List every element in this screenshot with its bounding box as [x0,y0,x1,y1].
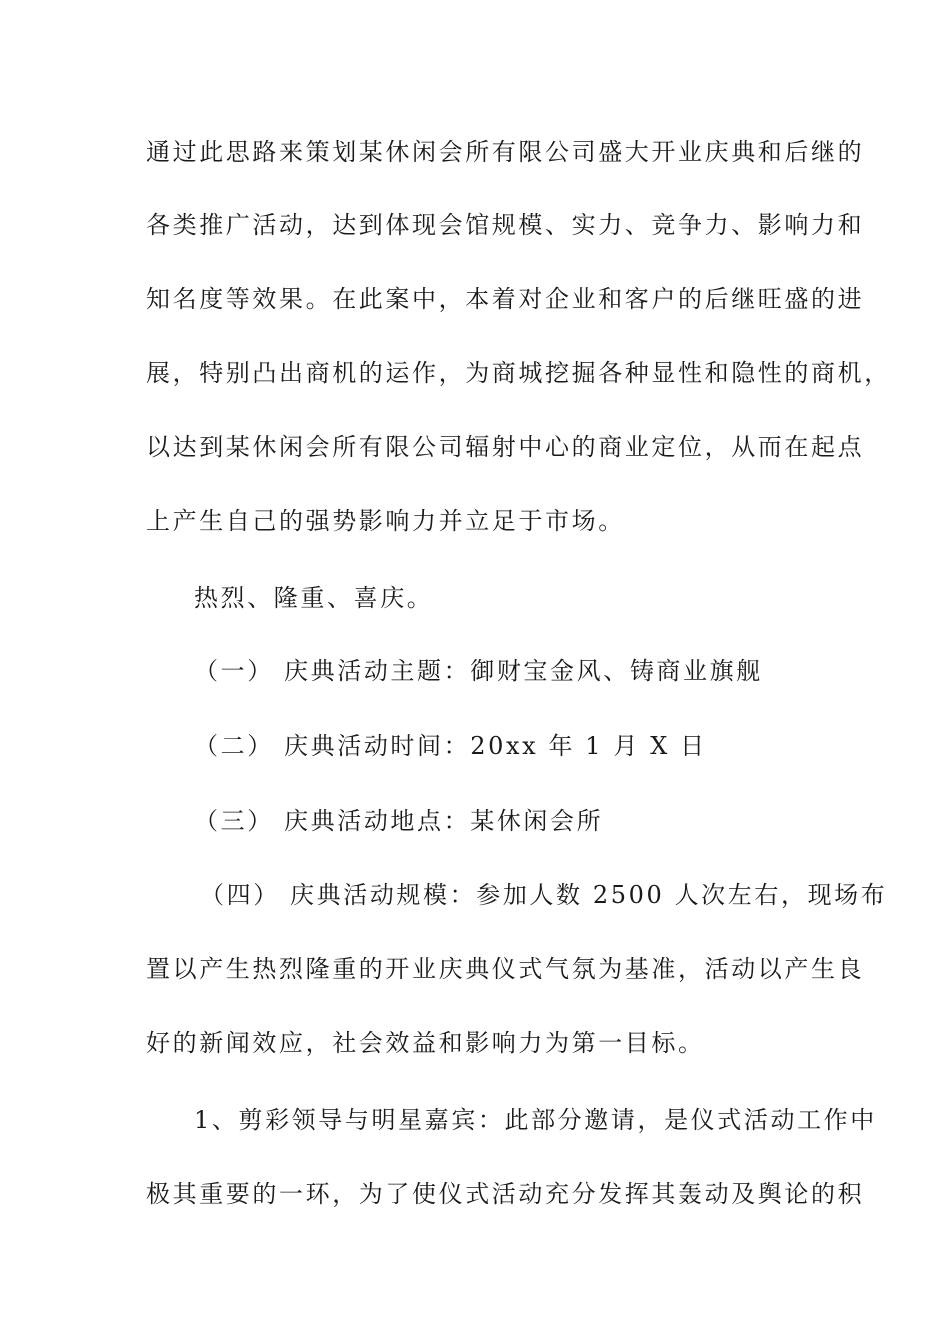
paragraph-line-15: 极其重要的一环，为了使仪式活动充分发挥其轰动及舆论的积 [146,1180,865,1208]
paragraph-atmosphere: 热烈、隆重、喜庆。 [194,584,434,612]
paragraph-line-1: 通过此思路来策划某休闲会所有限公司盛大开业庆典和后继的 [146,138,865,166]
paragraph-line-13: 好的新闻效应，社会效益和影响力为第一目标。 [146,1029,705,1057]
item-time: （二） 庆典活动时间：20xx 年 1 月 X 日 [194,732,707,760]
paragraph-line-3: 知名度等效果。在此案中，本着对企业和客户的后继旺盛的进 [146,285,865,313]
item-guests: 1、剪彩领导与明星嘉宾：此部分邀请，是仪式活动工作中 [194,1106,877,1134]
paragraph-line-2: 各类推广活动，达到体现会馆规模、实力、竞争力、影响力和 [146,211,865,239]
paragraph-line-5: 以达到某休闲会所有限公司辐射中心的商业定位，从而在起点 [146,433,865,461]
item-scale: （四） 庆典活动规模：参加人数 2500 人次左右，现场布 [200,881,888,909]
item-theme: （一） 庆典活动主题：御财宝金风、铸商业旗舰 [194,657,763,685]
paragraph-line-4: 展，特别凸出商机的运作，为商城挖掘各种显性和隐性的商机， [146,359,891,387]
item-location: （三） 庆典活动地点：某休闲会所 [194,807,604,835]
paragraph-line-6: 上产生自己的强势影响力并立足于市场。 [146,507,625,535]
paragraph-line-12: 置以产生热烈隆重的开业庆典仪式气氛为基准，活动以产生良 [146,955,865,983]
